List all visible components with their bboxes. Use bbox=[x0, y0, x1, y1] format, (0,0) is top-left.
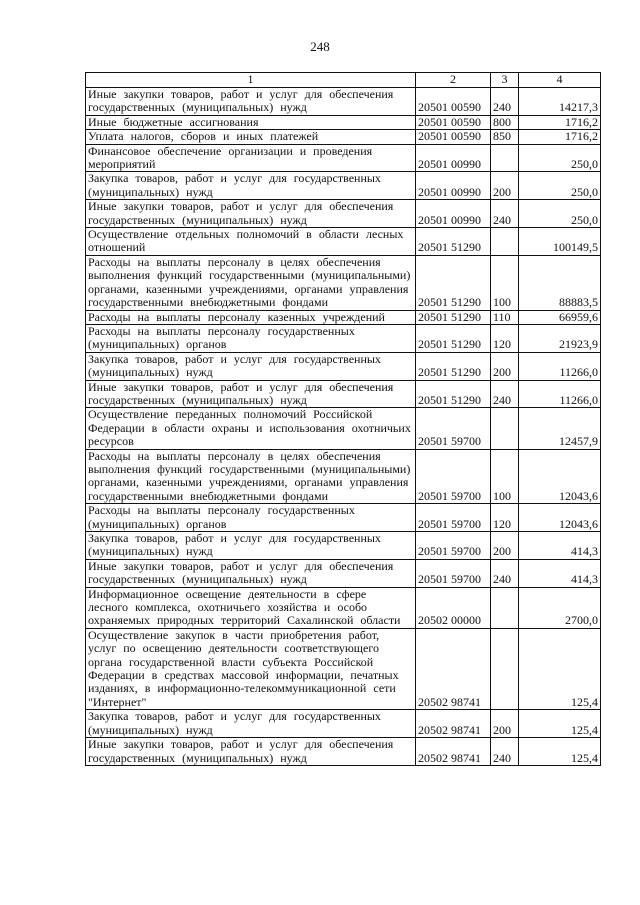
row-code-cell: 20502 98741 bbox=[416, 628, 491, 709]
row-type-cell bbox=[491, 628, 519, 709]
row-type-cell bbox=[491, 144, 519, 172]
row-code-cell: 20501 51290 bbox=[416, 352, 491, 380]
header-col-1: 1 bbox=[86, 73, 416, 88]
row-sum-cell: 12457,9 bbox=[519, 408, 601, 449]
table-row bbox=[86, 228, 601, 256]
row-code-cell: 20501 51290 bbox=[416, 380, 491, 408]
row-code-cell: 20501 51290 bbox=[416, 310, 491, 324]
row-type-cell: 200 bbox=[491, 710, 519, 738]
row-code-cell: 20501 59700 bbox=[416, 504, 491, 532]
table-row bbox=[86, 408, 601, 449]
table-row bbox=[86, 172, 601, 200]
row-type-cell: 240 bbox=[491, 88, 519, 116]
header-col-3: 3 bbox=[491, 73, 519, 88]
row-sum-cell: 2700,0 bbox=[519, 587, 601, 628]
row-code-cell: 20501 00990 bbox=[416, 144, 491, 172]
table-row bbox=[86, 587, 601, 628]
table-row bbox=[86, 628, 601, 709]
row-code-cell: 20502 98741 bbox=[416, 738, 491, 766]
row-name-cell: Расходы на выплаты персоналу государственных (муниципальных) органов bbox=[86, 504, 416, 532]
row-name-cell: Расходы на выплаты персоналу в целях обеспечения выполнения функций государственными (муниципальными) органами, казенными учреждениями, органами управления государственными внебюджетными фондами bbox=[86, 255, 416, 310]
table-row bbox=[86, 352, 601, 380]
table-row bbox=[86, 115, 601, 129]
row-type-cell: 100 bbox=[491, 255, 519, 310]
row-sum-cell: 1716,2 bbox=[519, 115, 601, 129]
row-name-cell: Расходы на выплаты персоналу казенных учреждений bbox=[86, 310, 416, 324]
row-sum-cell: 11266,0 bbox=[519, 380, 601, 408]
row-code-cell: 20502 00000 bbox=[416, 587, 491, 628]
row-name-cell: Осуществление переданных полномочий Российской Федерации в области охраны и использования охотничьих ресурсов bbox=[86, 408, 416, 449]
table-row bbox=[86, 532, 601, 560]
row-sum-cell: 14217,3 bbox=[519, 88, 601, 116]
row-code-cell: 20501 51290 bbox=[416, 324, 491, 352]
row-code-cell: 20501 59700 bbox=[416, 449, 491, 504]
header-col-2: 2 bbox=[416, 73, 491, 88]
row-sum-cell: 125,4 bbox=[519, 738, 601, 766]
row-sum-cell: 250,0 bbox=[519, 172, 601, 200]
row-sum-cell: 12043,6 bbox=[519, 504, 601, 532]
row-type-cell: 240 bbox=[491, 380, 519, 408]
row-name-cell: Иные закупки товаров, работ и услуг для обеспечения государственных (муниципальных) нужд bbox=[86, 380, 416, 408]
row-name-cell: Иные бюджетные ассигнования bbox=[86, 115, 416, 129]
table-row bbox=[86, 255, 601, 310]
row-sum-cell: 125,4 bbox=[519, 628, 601, 709]
row-type-cell bbox=[491, 228, 519, 256]
row-code-cell: 20501 00590 bbox=[416, 88, 491, 116]
row-name-cell: Осуществление отдельных полномочий в области лесных отношений bbox=[86, 228, 416, 256]
row-type-cell: 200 bbox=[491, 532, 519, 560]
row-code-cell: 20501 00990 bbox=[416, 200, 491, 228]
row-name-cell: Информационное освещение деятельности в сфере лесного комплекса, охотничьего хозяйства и особо охраняемых природных территорий Сахалинской области bbox=[86, 587, 416, 628]
row-type-cell: 240 bbox=[491, 200, 519, 228]
table-row bbox=[86, 710, 601, 738]
row-sum-cell: 250,0 bbox=[519, 200, 601, 228]
table-row bbox=[86, 504, 601, 532]
row-sum-cell: 1716,2 bbox=[519, 130, 601, 144]
row-name-cell: Иные закупки товаров, работ и услуг для обеспечения государственных (муниципальных) нужд bbox=[86, 200, 416, 228]
row-sum-cell: 11266,0 bbox=[519, 352, 601, 380]
row-sum-cell: 12043,6 bbox=[519, 449, 601, 504]
table-row bbox=[86, 738, 601, 766]
row-sum-cell: 414,3 bbox=[519, 532, 601, 560]
row-type-cell bbox=[491, 587, 519, 628]
row-name-cell: Закупка товаров, работ и услуг для государственных (муниципальных) нужд bbox=[86, 352, 416, 380]
row-type-cell: 120 bbox=[491, 324, 519, 352]
row-code-cell: 20502 98741 bbox=[416, 710, 491, 738]
row-name-cell: Закупка товаров, работ и услуг для государственных (муниципальных) нужд bbox=[86, 532, 416, 560]
row-name-cell: Финансовое обеспечение организации и проведения мероприятий bbox=[86, 144, 416, 172]
header-row bbox=[86, 73, 601, 88]
row-code-cell: 20501 00590 bbox=[416, 115, 491, 129]
budget-table bbox=[85, 72, 601, 766]
row-name-cell: Уплата налогов, сборов и иных платежей bbox=[86, 130, 416, 144]
header-col-4: 4 bbox=[519, 73, 601, 88]
row-code-cell: 20501 59700 bbox=[416, 559, 491, 587]
row-name-cell: Расходы на выплаты персоналу государственных (муниципальных) органов bbox=[86, 324, 416, 352]
row-type-cell: 120 bbox=[491, 504, 519, 532]
table-row bbox=[86, 200, 601, 228]
table-row bbox=[86, 449, 601, 504]
row-sum-cell: 21923,9 bbox=[519, 324, 601, 352]
row-type-cell: 200 bbox=[491, 352, 519, 380]
table-row bbox=[86, 88, 601, 116]
row-code-cell: 20501 00590 bbox=[416, 130, 491, 144]
row-name-cell: Иные закупки товаров, работ и услуг для обеспечения государственных (муниципальных) нужд bbox=[86, 88, 416, 116]
row-sum-cell: 414,3 bbox=[519, 559, 601, 587]
table-row bbox=[86, 130, 601, 144]
row-name-cell: Иные закупки товаров, работ и услуг для обеспечения государственных (муниципальных) нужд bbox=[86, 559, 416, 587]
row-type-cell: 200 bbox=[491, 172, 519, 200]
table-row bbox=[86, 380, 601, 408]
row-code-cell: 20501 59700 bbox=[416, 532, 491, 560]
row-code-cell: 20501 00990 bbox=[416, 172, 491, 200]
row-name-cell: Расходы на выплаты персоналу в целях обеспечения выполнения функций государственными (муниципальными) органами, казенными учреждениями, органами управления государственными внебюджетными фондами bbox=[86, 449, 416, 504]
row-type-cell: 110 bbox=[491, 310, 519, 324]
row-type-cell: 100 bbox=[491, 449, 519, 504]
table-body bbox=[86, 88, 601, 766]
table-row bbox=[86, 144, 601, 172]
row-code-cell: 20501 51290 bbox=[416, 255, 491, 310]
row-type-cell: 240 bbox=[491, 559, 519, 587]
table-row bbox=[86, 559, 601, 587]
row-sum-cell: 88883,5 bbox=[519, 255, 601, 310]
table-header bbox=[86, 73, 601, 88]
page-number: 248 bbox=[310, 39, 330, 54]
row-type-cell: 850 bbox=[491, 130, 519, 144]
row-sum-cell: 125,4 bbox=[519, 710, 601, 738]
row-name-cell: Иные закупки товаров, работ и услуг для обеспечения государственных (муниципальных) нужд bbox=[86, 738, 416, 766]
row-name-cell: Закупка товаров, работ и услуг для государственных (муниципальных) нужд bbox=[86, 172, 416, 200]
row-type-cell: 800 bbox=[491, 115, 519, 129]
row-name-cell: Осуществление закупок в части приобретения работ, услуг по освещению деятельности соответствующего органа государственной власти субъекта Российской Федерации в средствах массовой информации, печатных изданиях, в информационно-телекоммуникационной сети "Интернет" bbox=[86, 628, 416, 709]
row-name-cell: Закупка товаров, работ и услуг для государственных (муниципальных) нужд bbox=[86, 710, 416, 738]
row-type-cell bbox=[491, 408, 519, 449]
row-sum-cell: 66959,6 bbox=[519, 310, 601, 324]
table-row bbox=[86, 310, 601, 324]
row-code-cell: 20501 59700 bbox=[416, 408, 491, 449]
row-type-cell: 240 bbox=[491, 738, 519, 766]
row-sum-cell: 250,0 bbox=[519, 144, 601, 172]
table-row bbox=[86, 324, 601, 352]
row-sum-cell: 100149,5 bbox=[519, 228, 601, 256]
row-code-cell: 20501 51290 bbox=[416, 228, 491, 256]
